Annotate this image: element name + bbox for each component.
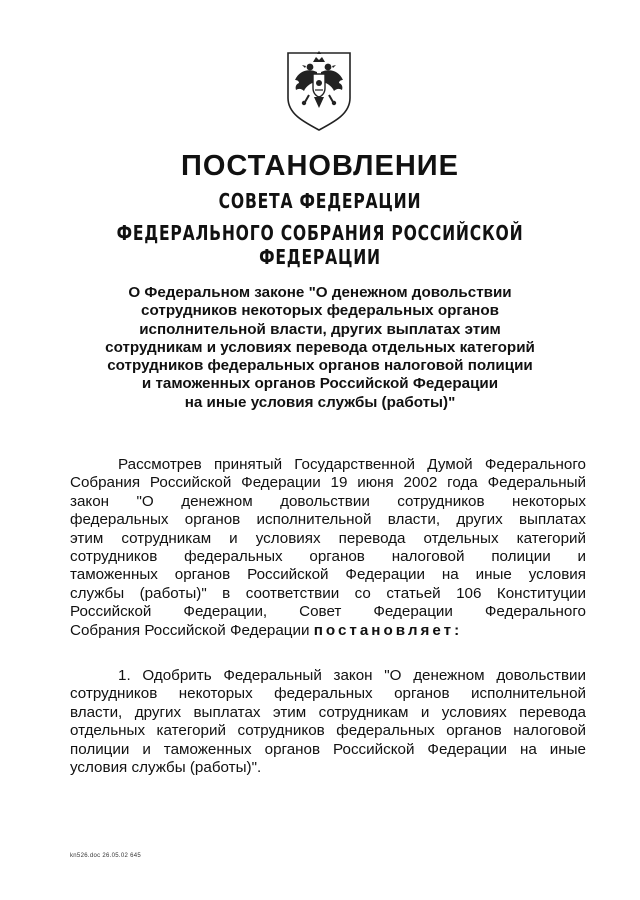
paragraph-line: сотрудников федеральных органов налоговой полиции и bbox=[70, 547, 586, 565]
heading-line: на иные условия службы (работы)" bbox=[184, 393, 456, 411]
paragraph-line: закон "О денежном довольствии сотрудников некоторых bbox=[70, 492, 586, 510]
paragraph-line: Российской Федерации, Совет Федерации Федерального bbox=[70, 603, 586, 621]
paragraph-line-prefix: Собрания Российской Федерации bbox=[70, 621, 314, 639]
clause-line: полиции и таможенных органов Российской Федерации на иные bbox=[70, 740, 586, 758]
paragraph-line: Рассмотрев принятый Государственной Думой Федерального bbox=[118, 456, 586, 473]
paragraph-line: этим сотрудникам и условиях перевода отдельных категорий bbox=[70, 529, 586, 547]
resolves-keyword: постановляет: bbox=[313, 621, 463, 639]
paragraph-last-line bbox=[70, 622, 586, 640]
clause-line: отдельных категорий сотрудников федеральных органов налоговой bbox=[70, 722, 586, 740]
clause-line: 1. Одобрить Федеральный закон "О денежном довольствии bbox=[118, 667, 586, 684]
preamble-paragraph bbox=[70, 456, 586, 640]
clause-line: условия службы (работы)". bbox=[70, 758, 262, 776]
file-code-footer: kn526.doc 26.05.02 645 bbox=[70, 853, 141, 859]
heading-line: сотрудников некоторых федеральных органов bbox=[141, 302, 499, 320]
clause-line: власти, других выплатах этим сотрудникам и условиях перевода bbox=[70, 703, 586, 721]
document-title: ПОСТАНОВЛЕНИЕ bbox=[181, 150, 459, 182]
heading-line: и таможенных органов Российской Федерации bbox=[141, 375, 499, 393]
paragraph-line: Собрания Российской Федерации 19 июня 2002 года Федеральный bbox=[70, 474, 586, 492]
paragraph-line: таможенных органов Российской Федерации на иные условия bbox=[70, 566, 586, 584]
heading-line: О Федеральном законе "О денежном довольствии bbox=[128, 284, 512, 301]
paragraph-line: службы (работы)" в соответствии со статьей 106 Конституции bbox=[70, 584, 586, 602]
coat-of-arms-icon bbox=[284, 50, 354, 132]
heading-line: исполнительной власти, других выплатах этим bbox=[139, 320, 501, 338]
issuer-line-1: СОВЕТА ФЕДЕРАЦИИ bbox=[218, 189, 422, 213]
paragraph-line: федеральных органов исполнительной власти, других выплатах bbox=[70, 511, 586, 529]
resolution-clause-1 bbox=[70, 667, 586, 777]
clause-line: сотрудников некоторых федеральных органов исполнительной bbox=[70, 685, 586, 703]
resolution-heading bbox=[80, 284, 560, 412]
heading-line: сотрудников федеральных органов налоговой полиции bbox=[107, 357, 533, 375]
heading-line: сотрудникам и условиях перевода отдельных категорий bbox=[105, 338, 535, 356]
issuer-line-2: ФЕДЕРАЛЬНОГО СОБРАНИЯ РОССИЙСКОЙ ФЕДЕРАЦИИ bbox=[116, 221, 524, 269]
